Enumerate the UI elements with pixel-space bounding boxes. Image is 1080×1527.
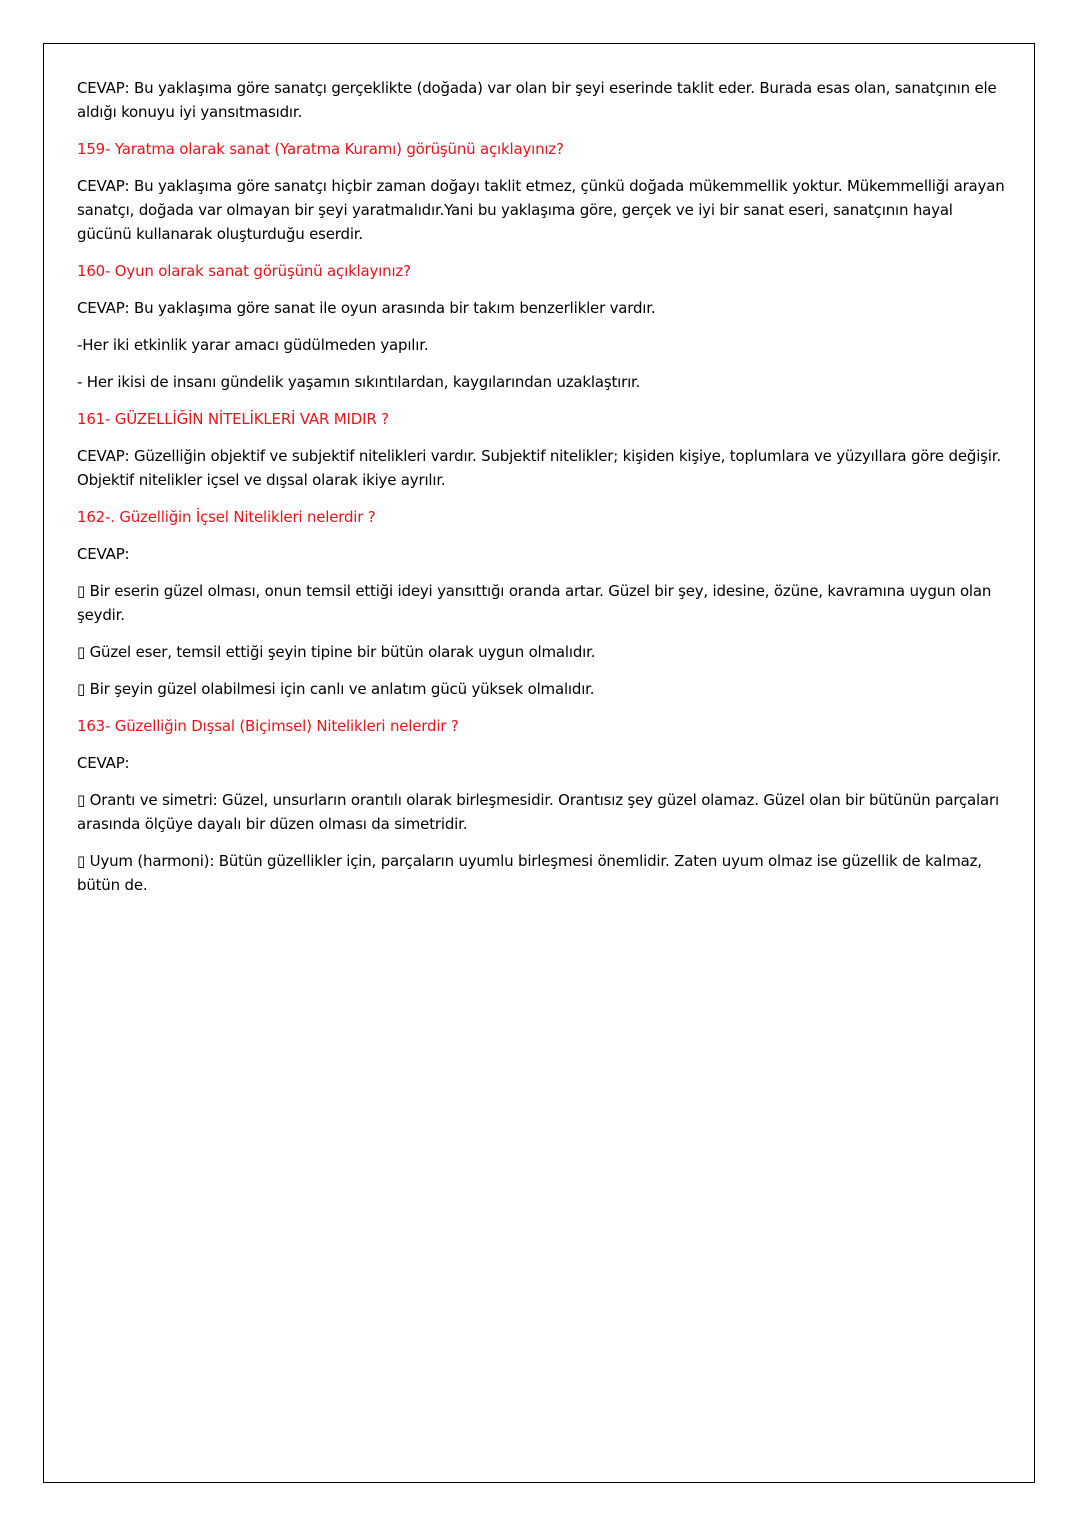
answer-160-point-2: - Her ikisi de insanı gündelik yaşamın sıkıntılardan, kaygılarından uzaklaştırır.: [77, 373, 641, 391]
answer-163-bullet-2: ▯ Uyum (harmoni): Bütün güzellikler için, parçaların uyumlu birleşmesi önemlidir. Zaten uyum olmaz ise güzellik de kalmaz, bütün de.: [77, 852, 982, 894]
answer-162-label: CEVAP:: [77, 545, 130, 563]
question-163-heading: 163- Güzelliğin Dışsal (Biçimsel) Nitelikleri nelerdir ?: [77, 717, 459, 735]
answer-161-text: CEVAP: Güzelliğin objektif ve subjektif nitelikleri vardır. Subjektif nitelikler; kişiden kişiye, toplumlara ve yüzyıllara göre değişir. Objektif nitelikler içsel ve dışsal olarak ikiye ayrılır.: [77, 447, 1001, 489]
answer-162-bullet-2: ▯ Güzel eser, temsil ettiği şeyin tipine bir bütün olarak uygun olmalıdır.: [77, 643, 596, 661]
document-body: [77, 76, 1007, 910]
answer-158-text: CEVAP: Bu yaklaşıma göre sanatçı gerçeklikte (doğada) var olan bir şeyi eserinde taklit eder. Burada esas olan, sanatçının ele aldığı konuyu iyi yansıtmasıdır.: [77, 79, 997, 121]
answer-162-bullet-1: ▯ Bir eserin güzel olması, onun temsil ettiği ideyi yansıttığı oranda artar. Güzel bir şey, idesine, özüne, kavramına uygun olan şeydir.: [77, 582, 992, 624]
question-162-heading: 162-. Güzelliğin İçsel Nitelikleri nelerdir ?: [77, 508, 376, 526]
question-160-heading: 160- Oyun olarak sanat görüşünü açıklayınız?: [77, 262, 411, 280]
answer-159-text: CEVAP: Bu yaklaşıma göre sanatçı hiçbir zaman doğayı taklit etmez, çünkü doğada mükemmellik yoktur. Mükemmelliği arayan sanatçı, doğada var olmayan bir şeyi yaratmalıdır.Yani bu yaklaşıma göre, gerçek ve iyi bir sanat eseri, sanatçının hayal gücünü kullanarak oluşturduğu eserdir.: [77, 177, 1005, 243]
answer-162-bullet-3: ▯ Bir şeyin güzel olabilmesi için canlı ve anlatım gücü yüksek olmalıdır.: [77, 680, 595, 698]
answer-160-text: CEVAP: Bu yaklaşıma göre sanat ile oyun arasında bir takım benzerlikler vardır.: [77, 299, 656, 317]
question-161-heading: 161- GÜZELLİĞİN NİTELİKLERİ VAR MIDIR ?: [77, 410, 389, 428]
answer-163-bullet-1: ▯ Orantı ve simetri: Güzel, unsurların orantılı olarak birleşmesidir. Orantısız şey güzel olamaz. Güzel olan bir bütünün parçaları arasında ölçüye dayalı bir düzen olması da simetridir.: [77, 791, 999, 833]
answer-163-label: CEVAP:: [77, 754, 130, 772]
question-159-heading: 159- Yaratma olarak sanat (Yaratma Kuramı) görüşünü açıklayınız?: [77, 140, 564, 158]
answer-160-point-1: -Her iki etkinlik yarar amacı güdülmeden yapılır.: [77, 336, 429, 354]
